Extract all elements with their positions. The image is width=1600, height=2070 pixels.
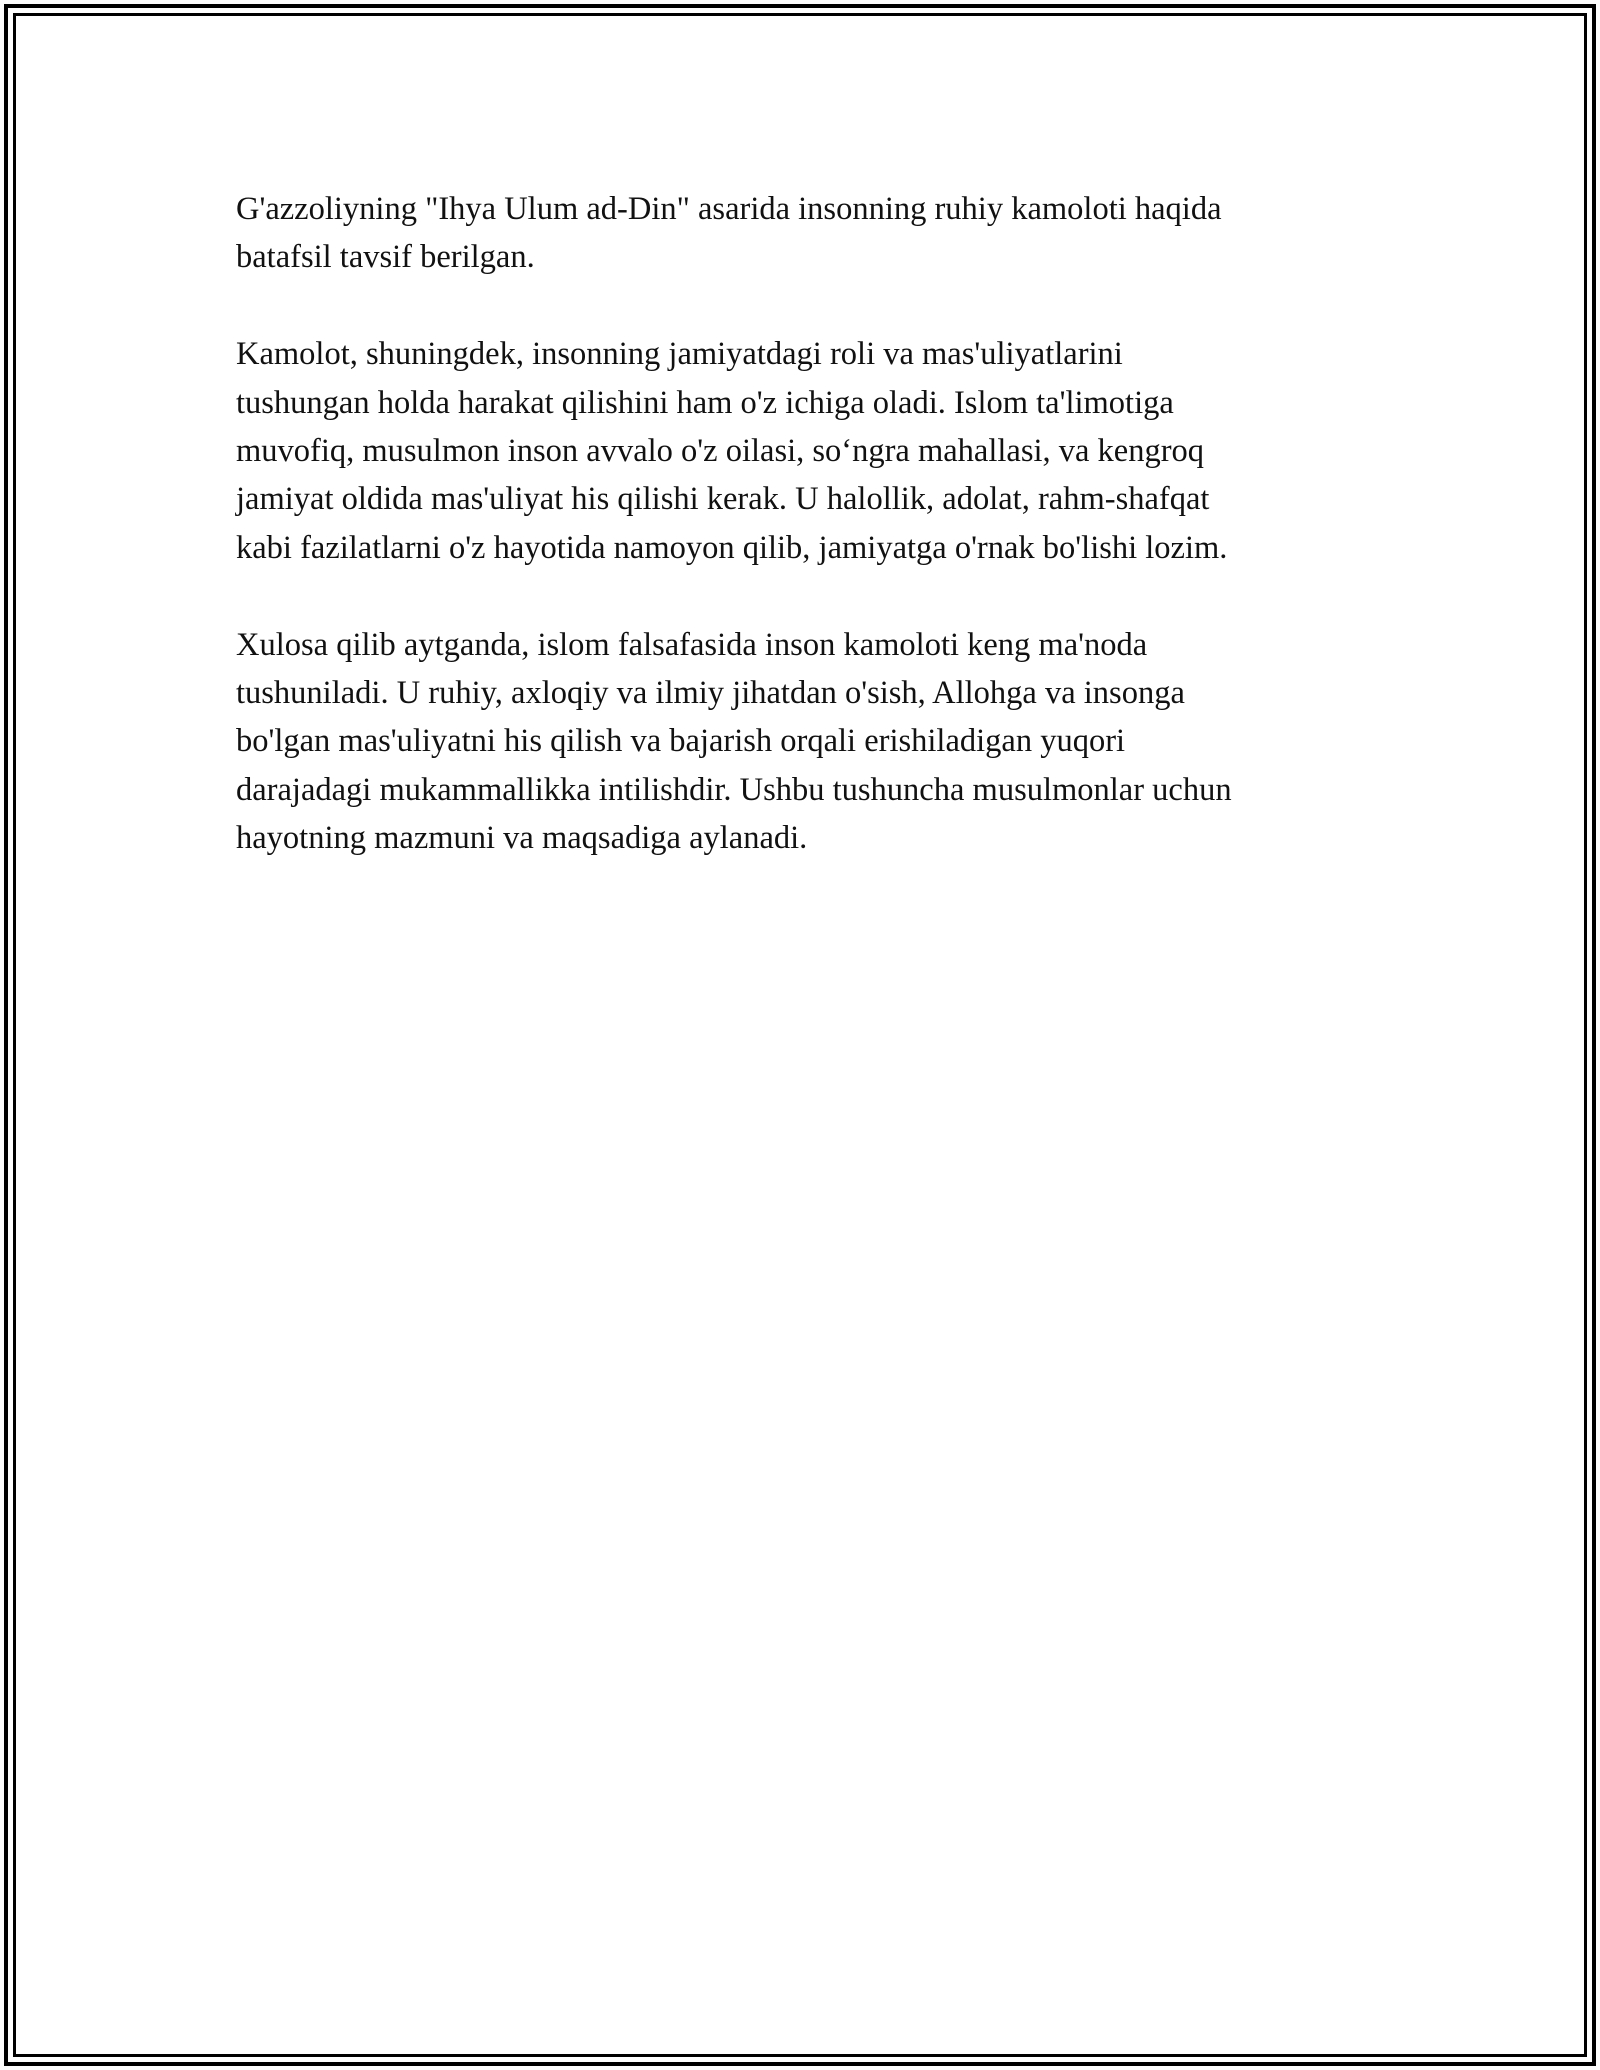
paragraph-line: muvofiq, musulmon inson avvalo o'z oilasi, so‘ngra mahallasi, va kengroq <box>236 433 1205 470</box>
paragraph-line: Xulosa qilib aytganda, islom falsafasida inson kamoloti keng ma'noda <box>236 626 1148 663</box>
paragraph-1 <box>236 185 1366 282</box>
paragraph-line: tushuniladi. U ruhiy, axloqiy va ilmiy jihatdan o'sish, Allohga va insonga <box>236 675 1185 712</box>
paragraph-2 <box>236 330 1366 572</box>
paragraph-line: kabi fazilatlarni o'z hayotida namoyon qilib, jamiyatga o'rnak bo'lishi lozim. <box>236 529 1228 566</box>
paragraph-line: batafsil tavsif berilgan. <box>236 239 535 276</box>
paragraph-line: Kamolot, shuningdek, insonning jamiyatdagi roli va mas'uliyatlarini <box>236 336 1123 373</box>
paragraph-line: G'azzoliyning "Ihya Ulum ad-Din" asarida insonning ruhiy kamoloti haqida <box>236 191 1222 227</box>
paragraph-line: jamiyat oldida mas'uliyat his qilishi kerak. U halollik, adolat, rahm-shafqat <box>236 481 1210 518</box>
paragraph-line: hayotning mazmuni va maqsadiga aylanadi. <box>236 820 808 857</box>
paragraph-line: darajadagi mukammallikka intilishdir. Ushbu tushuncha musulmonlar uchun <box>236 771 1232 808</box>
document-body <box>236 185 1366 911</box>
paragraph-line: bo'lgan mas'uliyatni his qilish va bajarish orqali erishiladigan yuqori <box>236 723 1126 760</box>
paragraph-line: tushungan holda harakat qilishini ham o'z ichiga oladi. Islom ta'limotiga <box>236 384 1174 421</box>
paragraph-3 <box>236 621 1366 863</box>
